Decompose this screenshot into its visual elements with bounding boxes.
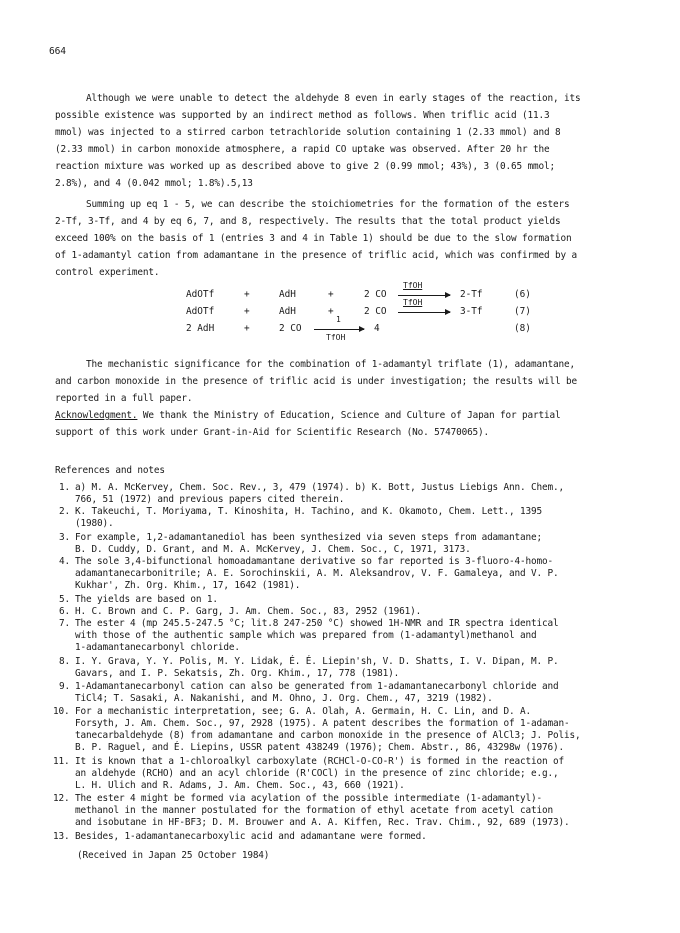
eq7-arrow-label: TfOH [403,298,423,307]
ref-number: 1. [59,482,70,493]
ref-number: 12. [53,793,70,804]
eq6-plus-2: + [328,289,334,300]
ref-number: 8. [59,656,70,667]
ref-line: Besides, 1-adamantanecarboxylic acid and adamantane were formed. [75,831,427,842]
ref-line: For a mechanistic interpretation, see; G. A. Olah, A. Germain, H. C. Lin, and D. A. [75,706,532,717]
ref-number: 6. [59,606,70,617]
para1-line: Although we were unable to detect the aldehyde 8 even in early stages of the reaction, its [86,93,581,104]
eq7-reactant-3: 2 CO [364,306,387,317]
ref-line: Forsyth, J. Am. Chem. Soc., 97, 2928 (1975). A patent describes the formation of 1-adaman- [75,718,570,729]
eq6-reactant-2: AdH [279,289,296,300]
ref-line: It is known that a 1-chloroalkyl carboxylate (RCHCl-O-CO-R') is formed in the reaction of [75,756,564,767]
ref-line: (1980). [75,518,114,529]
ref-line: B. D. Cuddy, D. Grant, and M. A. McKervey, J. Chem. Soc., C, 1971, 3173. [75,544,471,555]
ref-line: The ester 4 (mp 245.5-247.5 °C; lit.8 247-250 °C) showed 1H-NMR and IR spectra identical [75,618,559,629]
eq7-reactant-2: AdH [279,306,296,317]
ref-line: TiCl4; T. Sasaki, A. Nakanishi, and M. Ohno, J. Org. Chem., 47, 3219 (1982). [75,693,493,704]
eq8-arrow-label-above: 1 [336,315,341,324]
eq8-arrow-label-below: TfOH [326,333,346,342]
ref-number: 3. [59,532,70,543]
ref-number: 2. [59,506,70,517]
para1-line: mmol) was injected to a stirred carbon tetrachloride solution containing 1 (2.33 mmol) and 8 [55,127,561,138]
ack-text: We thank the Ministry of Education, Science and Culture of Japan for partial [137,410,561,421]
eq8-number: (8) [514,323,531,334]
para1-line: 2.8%), and 4 (0.042 mmol; 1.8%).5,13 [55,178,253,189]
ref-number: 5. [59,594,70,605]
ref-line: with those of the authentic sample which was prepared from (1-adamantyl)methanol and [75,630,537,641]
para3-line: reported in a full paper. [55,393,193,404]
para1-line: possible existence was supported by an indirect method as follows. When triflic acid (11.3 [55,110,550,121]
eq6-reactant-1: AdOTf [186,289,215,300]
ref-number: 10. [53,706,70,717]
ref-number: 4. [59,556,70,567]
ref-line: H. C. Brown and C. P. Garg, J. Am. Chem. Soc., 83, 2952 (1961). [75,606,422,617]
ack-line-1 [55,410,560,422]
para2-line: 2-Tf, 3-Tf, and 4 by eq 6, 7, and 8, respectively. The results that the total product yields [55,216,561,227]
eq8-reactant-1: 2 AdH [186,323,215,334]
eq6-product: 2-Tf [460,289,483,300]
received-date: (Received in Japan 25 October 1984) [77,850,270,861]
ref-line: The sole 3,4-bifunctional homoadamantane derivative so far reported is 3-fluoro-4-homo- [75,556,553,567]
ref-line: 1-Adamantanecarbonyl cation can also be generated from 1-adamantanecarbonyl chloride and [75,681,559,692]
eq8-product: 4 [374,323,380,334]
ref-line: tanecarbaldehyde (8) from adamantane and carbon monoxide in the presence of AlCl3; J. Polis, [75,730,581,741]
eq7-number: (7) [514,306,531,317]
ref-line: and isobutane in HF-BF3; D. M. Brouwer and A. A. Kiffen, Rec. Trav. Chim., 92, 689 (1973). [75,817,570,828]
ref-line: The yields are based on 1. [75,594,218,605]
eq8-reactant-2: 2 CO [279,323,302,334]
para1-line: reaction mixture was worked up as described above to give 2 (0.99 mmol; 43%), 3 (0.65 mmol; [55,161,555,172]
para2-line: of 1-adamantyl cation from adamantane in the presence of triflic acid, which was confirmed by a [55,250,577,261]
ref-number: 7. [59,618,70,629]
ref-line: I. Y. Grava, Y. Y. Polis, M. Y. Lidak, É. É. Liepin'sh, V. D. Shatts, I. V. Dipan, M. P. [75,656,559,667]
ack-line-2: support of this work under Grant-in-Aid for Scientific Research (No. 57470065). [55,427,490,438]
eq6-plus-1: + [244,289,250,300]
ref-line: 766, 51 (1972) and previous papers cited therein. [75,494,345,505]
ref-line: a) M. A. McKervey, Chem. Soc. Rev., 3, 479 (1974). b) K. Bott, Justus Liebigs Ann. Chem., [75,482,564,493]
eq6-number: (6) [514,289,531,300]
eq7-plus-1: + [244,306,250,317]
eq7-product: 3-Tf [460,306,483,317]
eq7-reaction-arrow [398,312,450,313]
para3-line: and carbon monoxide in the presence of triflic acid is under investigation; the results will be [55,376,577,387]
ref-line: The ester 4 might be formed via acylation of the possible intermediate (1-adamantyl)- [75,793,543,804]
references-heading: References and notes [55,465,165,476]
ref-line: For example, 1,2-adamantanediol has been synthesized via seven steps from adamantane; [75,532,543,543]
eq6-reactant-3: 2 CO [364,289,387,300]
ref-line: K. Takeuchi, T. Moriyama, T. Kinoshita, H. Tachino, and K. Okamoto, Chem. Lett., 1395 [75,506,543,517]
ref-line: adamantanecarbonitrile; A. E. Sorochinskii, A. M. Aleksandrov, V. F. Gamaleya, and V. P. [75,568,559,579]
para2-line: exceed 100% on the basis of 1 (entries 3 and 4 in Table 1) should be due to the slow formation [55,233,572,244]
ref-line: L. H. Ulich and R. Adams, J. Am. Chem. Soc., 43, 660 (1921). [75,780,405,791]
eq8-plus-1: + [244,323,250,334]
eq7-plus-2: + [328,306,334,317]
ref-line: Kukhar', Zh. Org. Khim., 17, 1642 (1981). [75,580,301,591]
ref-number: 9. [59,681,70,692]
ref-line: an aldehyde (RCHO) and an acyl chloride (R'COCl) in the presence of zinc chloride; e.g., [75,768,559,779]
eq6-reaction-arrow [398,295,450,296]
para3-line: The mechanistic significance for the combination of 1-adamantyl triflate (1), adamantane, [86,359,575,370]
eq8-reaction-arrow [314,329,364,330]
ack-heading: Acknowledgment. [55,410,138,421]
para1-line: (2.33 mmol) in carbon monoxide atmosphere, a rapid CO uptake was observed. After 20 hr the [55,144,550,155]
ref-line: 1-adamantanecarbonyl chloride. [75,642,240,653]
eq6-arrow-label: TfOH [403,281,423,290]
page-number: 664 [49,46,66,57]
ref-line: methanol in the manner postulated for the formation of ethyl acetate from acetyl cation [75,805,553,816]
para2-line: Summing up eq 1 - 5, we can describe the stoichiometries for the formation of the esters [86,199,570,210]
para2-line: control experiment. [55,267,160,278]
ref-line: B. P. Raguel, and É. Liepins, USSR patent 438249 (1976); Chem. Abstr., 86, 43298w (1976). [75,742,564,753]
ref-number: 13. [53,831,70,842]
eq7-reactant-1: AdOTf [186,306,215,317]
ref-number: 11. [53,756,70,767]
ref-line: Gavars, and I. P. Sekatsis, Zh. Org. Khim., 17, 778 (1981). [75,668,400,679]
